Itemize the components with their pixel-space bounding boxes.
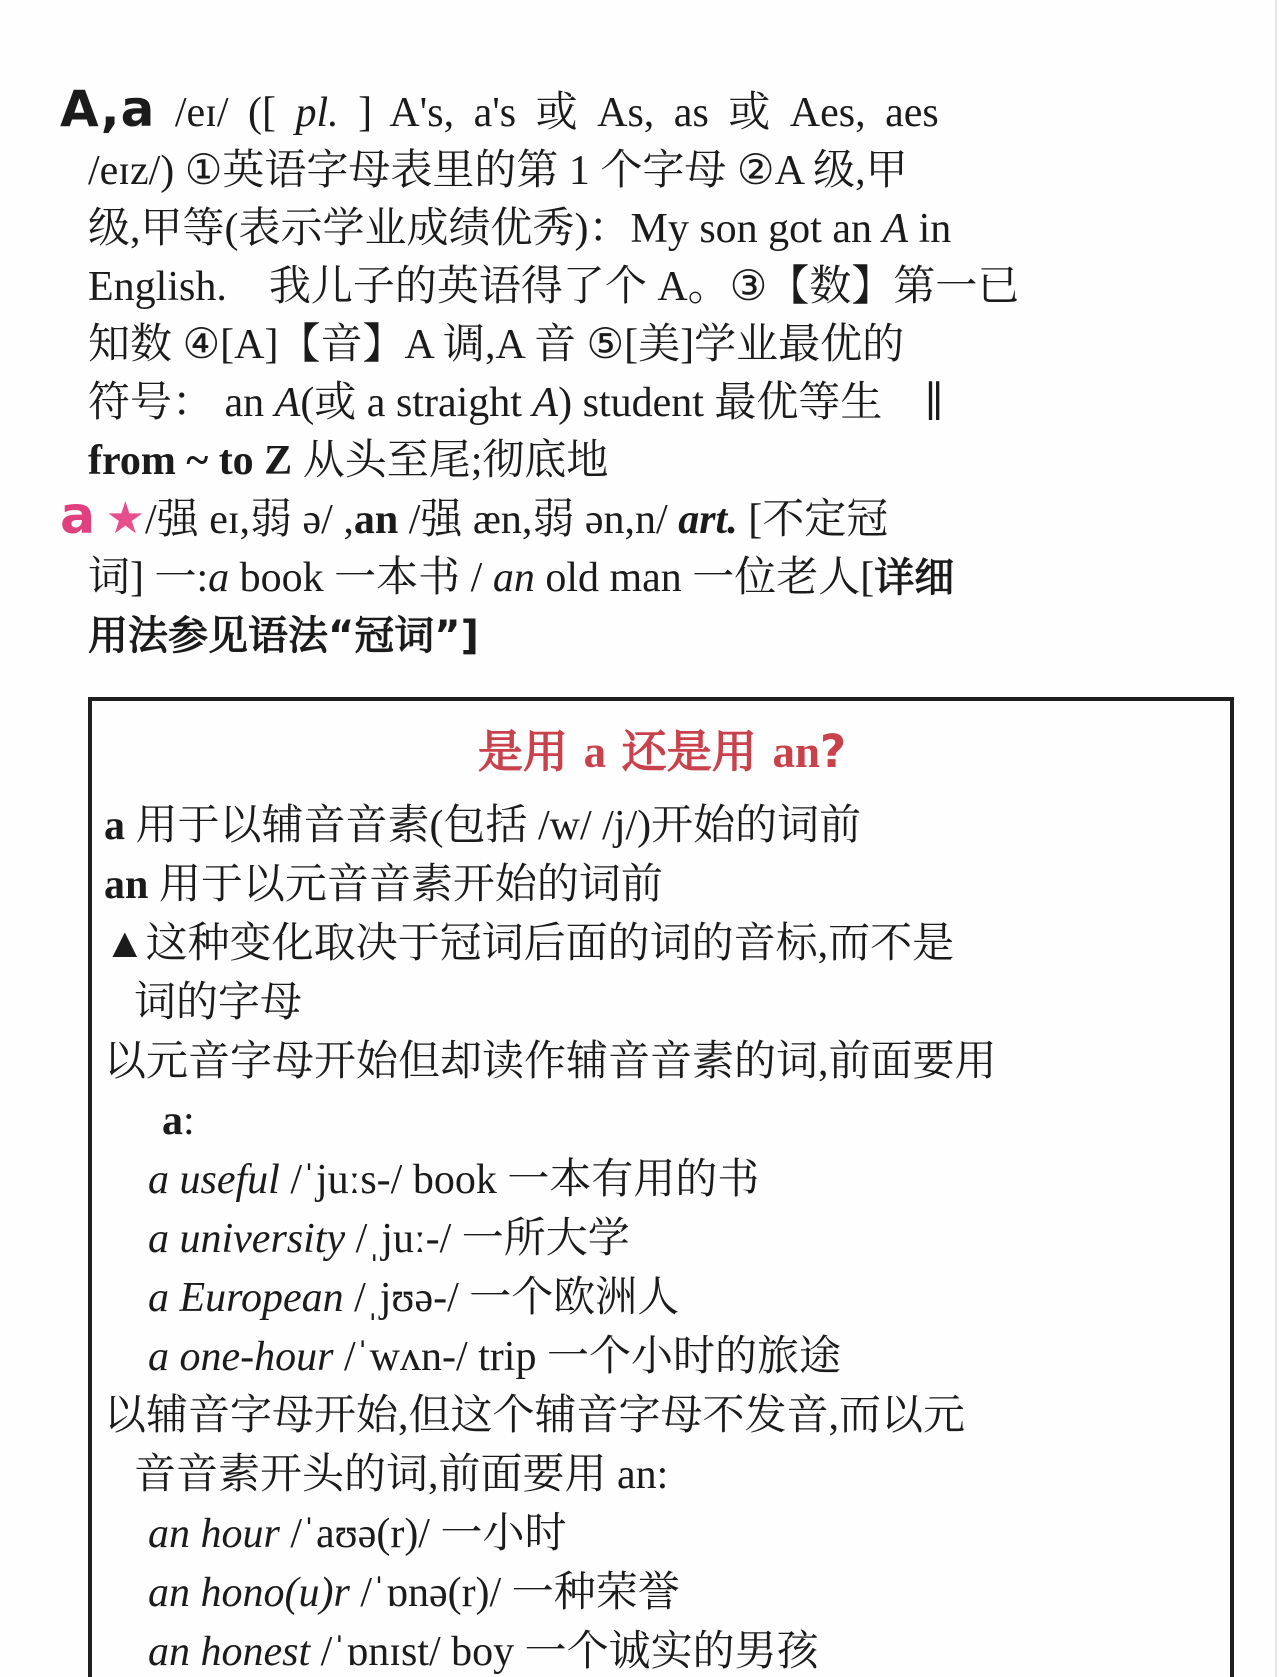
text-segment: A,a <box>60 80 156 138</box>
text-segment: in <box>908 206 952 252</box>
text-line <box>104 974 1220 1033</box>
text-segment: /eɪ/ ([ <box>155 90 296 136</box>
text-segment: (或 a straight <box>300 380 533 426</box>
text-segment: /ˈjuːs-/ book 一本有用的书 <box>279 1157 760 1203</box>
text-segment: /ˈaʊə(r)/ 一小时 <box>279 1511 567 1557</box>
text-segment: ▲这种变化取决于冠词后面的词的音标,而不是 <box>104 921 955 967</box>
text-segment: A <box>274 380 301 426</box>
text-segment: 以辅音字母开始,但这个辅音字母不发音,而以元 <box>104 1393 966 1439</box>
text-segment: 是用 <box>477 725 584 778</box>
text-segment: /ˈwʌn-/ trip 一个小时的旅途 <box>333 1334 841 1380</box>
text-line <box>104 1623 1220 1677</box>
text-segment: an <box>104 862 149 908</box>
text-line <box>60 80 1240 142</box>
usage-box-body <box>104 797 1220 1677</box>
text-line <box>104 915 1220 974</box>
text-segment: from ~ to Z <box>88 438 293 484</box>
text-segment: a one-hour <box>148 1334 334 1380</box>
text-segment: /ˈɒnɪst/ boy 一个诚实的男孩 <box>310 1629 819 1675</box>
text-segment: a European <box>148 1275 344 1321</box>
usage-box-title <box>104 721 1220 783</box>
text-line <box>60 607 1240 665</box>
text-line <box>104 1151 1220 1210</box>
text-segment: a <box>60 486 96 546</box>
text-segment: a <box>208 555 230 601</box>
text-segment: an <box>353 497 399 543</box>
text-line <box>104 1269 1220 1328</box>
text-segment: an <box>772 727 820 777</box>
text-line <box>104 1328 1220 1387</box>
text-segment: 用于以元音音素开始的词前 <box>148 862 663 908</box>
text-line <box>104 1564 1220 1623</box>
text-line <box>104 1505 1220 1564</box>
text-segment: /ˌjuː-/ 一所大学 <box>345 1216 630 1262</box>
text-line <box>104 856 1220 915</box>
text-segment: ? <box>819 725 847 778</box>
text-segment: a <box>162 1098 183 1144</box>
text-line <box>60 549 1240 607</box>
text-segment: /ˌjʊə-/ 一个欧洲人 <box>343 1275 680 1321</box>
text-segment: /强 eɪ,弱 ə/ , <box>145 497 354 543</box>
text-segment: 词的字母 <box>134 980 303 1026</box>
text-segment: a <box>583 727 607 777</box>
text-line <box>104 1092 1220 1151</box>
text-segment: a useful <box>148 1157 280 1203</box>
text-segment: an honest <box>148 1629 311 1675</box>
text-line <box>104 1446 1220 1505</box>
page-edge-shadow <box>1275 0 1277 1677</box>
text-segment: /ˈɒnə(r)/ 一种荣誉 <box>349 1570 680 1616</box>
text-segment: 知数 ④[A]【音】A 调,A 音 ⑤[美]学业最优的 <box>88 322 905 368</box>
text-segment: 还是用 <box>606 725 773 778</box>
text-line <box>60 432 1240 490</box>
text-segment: : <box>183 1098 195 1144</box>
text-segment: /强 æn,弱 ən,n/ <box>398 497 679 543</box>
text-line <box>104 797 1220 856</box>
text-line <box>60 374 1240 432</box>
text-segment: a <box>104 803 125 849</box>
text-segment: English. 我儿子的英语得了个 A。③【数】第一已 <box>88 264 1020 310</box>
text-segment: 符号： an <box>88 380 275 426</box>
text-segment: art. <box>678 497 738 543</box>
text-line <box>60 486 1240 549</box>
text-segment: [不定冠 <box>737 497 889 543</box>
text-segment: 级,甲等(表示学业成绩优秀)：My son got an <box>88 206 883 252</box>
text-segment: pl. <box>295 90 339 136</box>
text-segment: 从头至尾;彻底地 <box>292 438 609 484</box>
text-segment: 详细 <box>874 555 955 601</box>
text-segment: an hono(u)r <box>148 1570 350 1616</box>
entry-a <box>60 486 1240 665</box>
text-segment: ] A's, a's 或 As, as 或 Aes, aes <box>338 90 939 136</box>
text-segment: a university <box>148 1216 346 1262</box>
text-segment: ★ <box>105 494 146 543</box>
text-segment: 用于以辅音音素(包括 /w/ /j/)开始的词前 <box>125 803 862 849</box>
text-line <box>104 1210 1220 1269</box>
text-line <box>104 1033 1220 1092</box>
text-segment: book 一本书 / <box>229 555 493 601</box>
text-segment: old man 一位老人[ <box>534 555 875 601</box>
text-segment: A <box>532 380 559 426</box>
entry-A <box>60 80 1240 490</box>
text-segment: ) student 最优等生 ∥ <box>558 380 944 426</box>
text-segment: 以元音字母开始但却读作辅音音素的词,前面要用 <box>104 1039 997 1085</box>
text-segment: 词] 一: <box>88 555 209 601</box>
text-line <box>104 1387 1220 1446</box>
text-line <box>60 316 1240 374</box>
text-segment: an hour <box>148 1511 280 1557</box>
text-line <box>60 142 1240 200</box>
text-segment: 用法参见语法“冠词”] <box>88 613 479 659</box>
text-line <box>60 200 1240 258</box>
text-segment: A <box>882 206 909 252</box>
text-segment <box>95 497 106 543</box>
text-segment: an <box>492 555 535 601</box>
text-segment: /eɪz/) ①英语字母表里的第 1 个字母 ②A 级,甲 <box>88 148 908 194</box>
text-segment: 音音素开头的词,前面要用 an: <box>134 1452 669 1498</box>
text-line <box>60 258 1240 316</box>
usage-box <box>88 697 1234 1677</box>
